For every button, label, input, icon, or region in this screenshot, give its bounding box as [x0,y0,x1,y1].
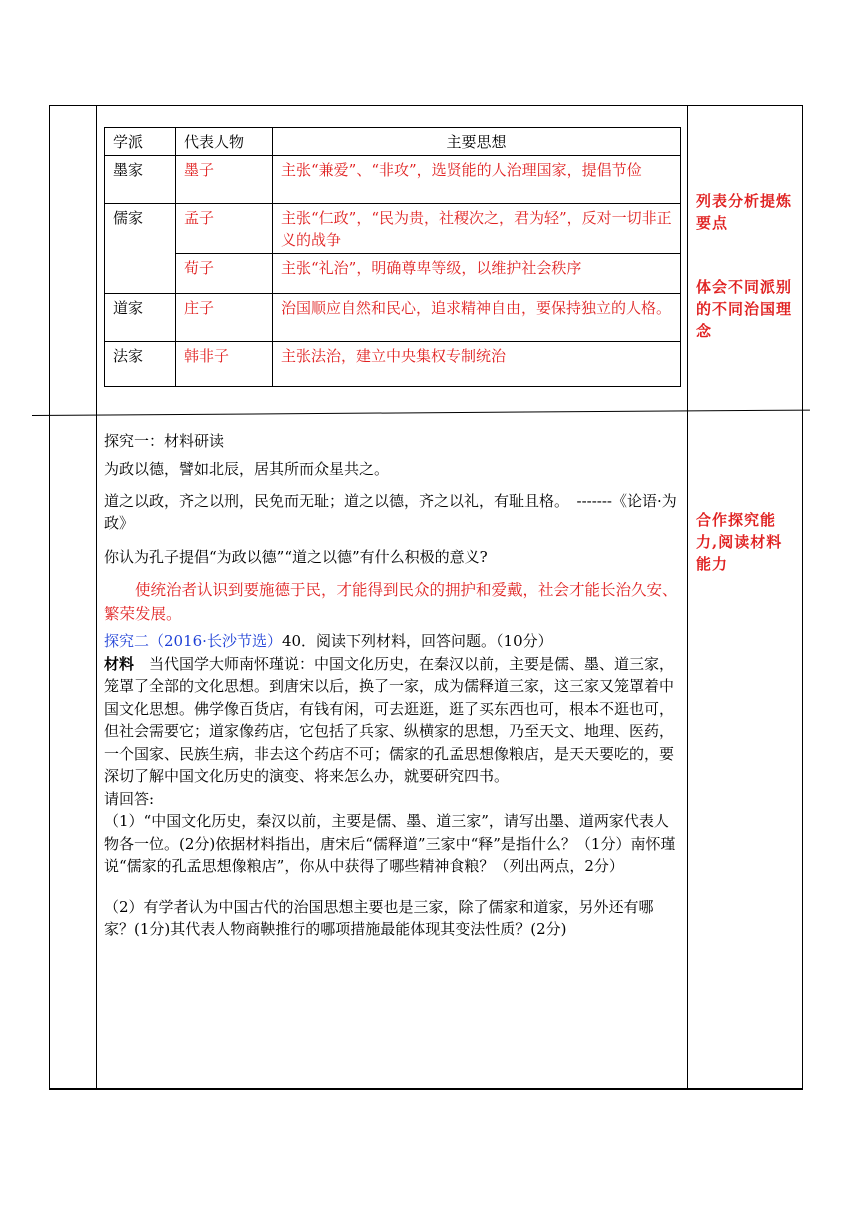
cell-school: 道家 [105,294,176,342]
explore1-answer: 使统治者认识到要施德于民，才能得到民众的拥护和爱戴，社会才能长治久安、繁荣发展。 [104,581,678,623]
material-text: 当代国学大师南怀瑾说：中国文化历史，在秦汉以前，主要是儒、墨、道三家，笼罩了全部的文化思想。到唐宋以后，换了一家，成为儒释道三家，这三家又笼罩着中国文化思想。佛学像百货店，有钱有闲，可去逛逛，逛了买东西也可，根本不逛也可，但社会需要它；道家像药店，它包括了兵家、纵横家的思想，乃至天文、地理、医药，一个国家、民族生病，非去这个药店不可；儒家的孔孟思想像粮店，是天天要吃的，要深切了解中国文化历史的演变、将来怎么办，就要研究四书。 [104,654,675,785]
cell-school: 墨家 [105,156,176,204]
frame-top-line [49,105,803,106]
side-note-skills: 合作探究能力,阅读材料能力 [696,511,783,573]
side-note-analysis: 列表分析提炼要点 [696,192,793,232]
header-person: 代表人物 [176,128,273,156]
schools-table [104,127,681,387]
frame-col-line [96,105,97,1090]
explore2-source: 探究二（2016·长沙节选） [104,632,282,650]
explore1-question: 你认为孔子提倡“为政以德”“道之以德”有什么积极的意义? [104,548,488,566]
explore1-title: 探究一：材料研读 [104,432,225,450]
table-row [105,204,681,254]
table-row [105,156,681,204]
cell-person: 荀子 [176,254,273,294]
frame-mid-line [32,410,810,416]
table-row [105,254,681,294]
explore2-question2: （2）有学者认为中国古代的治国思想主要也是三家，除了儒家和道家，另外还有哪家？(1分)其代表人物商鞅推行的哪项措施最能体现其变法性质？(2分) [104,897,654,938]
cell-idea: 主张法治，建立中央集权专制统治 [273,342,681,387]
cell-idea: 主张“兼爱”、“非攻”，选贤能的人治理国家，提倡节俭 [273,156,681,204]
explore2-material [104,653,682,788]
cell-idea: 治国顺应自然和民心，追求精神自由，要保持独立的人格。 [273,294,681,342]
frame-right-line [802,105,803,1090]
cell-person: 韩非子 [176,342,273,387]
side-note-concepts: 体会不同派别的不同治国理念 [696,278,793,340]
explore1-quote2: 道之以政，齐之以刑，民免而无耻；道之以德，齐之以礼，有耻且格。 -------《论语·为政》 [104,492,677,532]
explore2-question1: （1）“中国文化历史，秦汉以前，主要是儒、墨、道三家”，请写出墨、道两家代表人物各一位。(2分)依据材料指出，唐宋后“儒释道”三家中“释”是指什么？（1分）南怀瑾说“儒家的孔孟思想像粮店”，你从中获得了哪些精神食粮？（列出两点，2分） [104,812,676,875]
frame-bottom-line [49,1088,803,1090]
cell-idea: 主张“礼治”，明确尊卑等级，以维护社会秩序 [273,254,681,294]
frame-left-line [49,105,50,1090]
explore1-section [104,430,682,626]
header-school: 学派 [105,128,176,156]
cell-person: 庄子 [176,294,273,342]
frame-col-line [687,105,688,1090]
explore1-quote1: 为政以德，譬如北辰，居其所而众星共之。 [104,460,390,478]
material-label: 材料 [104,654,135,673]
explore2-prompt: 请回答: [104,789,155,808]
header-idea: 主要思想 [273,128,681,156]
cell-idea: 主张“仁政”，“民为贵，社稷次之，君为轻”，反对一切非正义的战争 [273,204,681,254]
table-row [105,294,681,342]
explore2-title [104,630,682,653]
explore2-heading: 40．阅读下列材料，回答问题。（10分） [281,632,553,650]
table-header-row [105,128,681,156]
cell-person: 孟子 [176,204,273,254]
explore2-section [104,630,682,941]
table-row [105,342,681,387]
cell-school: 法家 [105,342,176,387]
cell-school: 儒家 [105,204,176,294]
cell-person: 墨子 [176,156,273,204]
